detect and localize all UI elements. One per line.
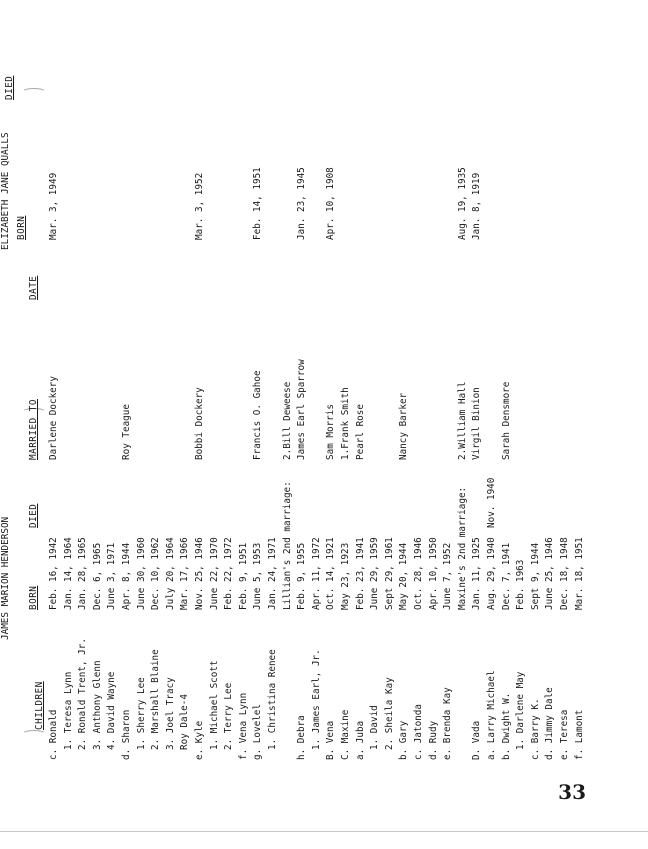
header-died: DIED xyxy=(28,503,39,528)
row-name: f. Vena Lynn xyxy=(237,692,249,760)
row-name: 2. Sheila Kay xyxy=(383,677,395,750)
header-born: BORN xyxy=(28,585,39,610)
row-died: Nov. 1940 xyxy=(486,477,497,528)
header-died-2: DIED xyxy=(4,75,15,100)
table-row xyxy=(515,40,529,760)
row-name: B. Vena xyxy=(325,720,337,760)
table-row xyxy=(296,40,310,760)
row-name: b. Dwight W. xyxy=(500,692,512,760)
row-married-to: Roy Teague xyxy=(121,404,132,460)
row-name: 4. David Wayne xyxy=(106,671,118,750)
row-name: e. Teresa xyxy=(559,709,570,760)
row-name: d. Jimmy Dale xyxy=(544,687,556,760)
row-married-to: 2.Bill Deweese xyxy=(281,381,293,460)
row-name: e. Brenda Kay xyxy=(442,687,454,760)
row-spouse-born: Apr. 10, 1908 xyxy=(325,167,337,240)
row-married-to: Nancy Barker xyxy=(398,392,410,460)
row-married-to: Sarah Densmore xyxy=(500,381,512,460)
row-married-to: Virgil Binion xyxy=(471,387,483,460)
row-born: June 25, 1946 xyxy=(544,537,556,610)
table-row xyxy=(77,40,91,760)
table-row xyxy=(136,40,150,760)
row-name: 1. Sherry Lee xyxy=(135,677,147,750)
table-row xyxy=(150,40,164,760)
row-born: Apr. 8, 1944 xyxy=(121,542,132,610)
table-row xyxy=(165,40,179,760)
table-row xyxy=(355,40,369,760)
row-name: 2. Marshall Blaine xyxy=(150,649,162,750)
row-name: b. Gary xyxy=(398,720,410,760)
row-name: h. Debra xyxy=(296,715,308,760)
table-row xyxy=(209,40,223,760)
table-row xyxy=(63,40,77,760)
row-born: Sept 29, 1961 xyxy=(383,537,395,610)
row-born: Jan. 24, 1971 xyxy=(267,537,278,610)
row-born: Oct. 14, 1921 xyxy=(325,537,337,610)
row-name: 1. James Earl, Jr. xyxy=(310,649,322,750)
row-name: d. Sharon xyxy=(121,709,132,760)
table-row xyxy=(369,40,383,760)
row-born: Dec. 6, 1965 xyxy=(91,542,103,610)
table-row xyxy=(398,40,412,760)
row-born: Oct. 28, 1946 xyxy=(413,537,424,610)
row-born: Feb. 9, 1951 xyxy=(237,542,249,610)
table-row xyxy=(121,40,135,760)
table-rows xyxy=(48,40,608,760)
table-row xyxy=(384,40,398,760)
row-born: May 23, 1923 xyxy=(340,542,351,610)
row-name: 1. David xyxy=(369,705,381,750)
row-name: 1. Darlene May xyxy=(515,671,527,750)
row-married-to: Francis O. Gahoe xyxy=(252,370,264,460)
row-name: e. Kyle xyxy=(194,720,205,760)
row-born: Jan. 28, 1965 xyxy=(77,537,89,610)
row-name: 3. Anthony Glenn xyxy=(91,660,103,750)
table-row xyxy=(282,40,296,760)
row-name: a. Juba xyxy=(354,720,366,760)
table-row xyxy=(574,40,588,760)
row-spouse-born: Mar. 3, 1949 xyxy=(48,172,59,240)
row-married-to: 1.Frank Smith xyxy=(340,387,351,460)
header-children: CHILDREN xyxy=(34,681,45,730)
row-spouse-born: Feb. 14, 1951 xyxy=(252,167,264,240)
row-born: Dec. 18, 1948 xyxy=(559,537,570,610)
table-row xyxy=(340,40,354,760)
row-spouse-born: Aug. 19, 1935 xyxy=(456,167,468,240)
row-born: Jan. 11, 1925 xyxy=(471,537,483,610)
header-married-to: MARRIED TO xyxy=(28,399,39,460)
row-born: Maxine's 2nd marriage: xyxy=(456,486,468,610)
table-row xyxy=(530,40,544,760)
table-row xyxy=(179,40,193,760)
row-spouse-born: Mar. 3, 1952 xyxy=(194,172,205,240)
genealogy-table xyxy=(0,40,614,760)
table-row xyxy=(471,40,485,760)
row-born: Feb. 22, 1972 xyxy=(223,537,235,610)
row-born: Apr. 10, 1950 xyxy=(427,537,439,610)
row-name: C. Maxine xyxy=(340,709,351,760)
row-name: a. Larry Michael xyxy=(486,670,497,760)
row-name: D. Vada xyxy=(471,720,483,760)
row-name: g. Lovelel xyxy=(252,704,264,760)
row-name: d. Rudy xyxy=(427,720,439,760)
row-married-to: Darlene Dockery xyxy=(48,376,59,460)
row-spouse-born: Jan. 23, 1945 xyxy=(296,167,308,240)
row-name: Roy Dale-4 xyxy=(179,694,191,750)
row-born: Apr. 11, 1972 xyxy=(310,537,322,610)
row-name: c. Jatonda xyxy=(413,704,424,760)
right-title: ELIZABETH JANE QUALLS xyxy=(0,132,11,250)
page-number: 33 xyxy=(558,780,586,804)
header-born-2: BORN xyxy=(16,215,27,240)
row-born: June 29, 1959 xyxy=(369,537,381,610)
row-born: Feb. 9, 1955 xyxy=(296,542,308,610)
table-row xyxy=(48,40,62,760)
table-row xyxy=(442,40,456,760)
row-born: Dec. 7, 1941 xyxy=(500,542,512,610)
row-name: c. Barry K. xyxy=(529,698,541,760)
table-row xyxy=(559,40,573,760)
row-born: Aug. 29, 1940 xyxy=(486,537,497,610)
row-married-to: Bobbi Dockery xyxy=(194,387,205,460)
row-born: Feb. 23, 1941 xyxy=(354,537,366,610)
row-born: June 3, 1971 xyxy=(106,542,118,610)
row-born: Sept 9, 1944 xyxy=(529,542,541,610)
row-born: Feb. 16, 1942 xyxy=(48,537,59,610)
row-married-to: Sam Morris xyxy=(325,404,337,460)
row-born: Mar. 18, 1951 xyxy=(573,537,585,610)
row-born: Jan. 14, 1964 xyxy=(62,537,74,610)
table-row xyxy=(252,40,266,760)
row-born: May 20, 1944 xyxy=(398,542,410,610)
table-row xyxy=(238,40,252,760)
table-row xyxy=(413,40,427,760)
table-row xyxy=(457,40,471,760)
row-name: 1. Michael Scott xyxy=(208,660,220,750)
header-date: DATE xyxy=(28,275,39,300)
row-spouse-born: Jan. 8, 1919 xyxy=(471,172,483,240)
row-name: f. Lamont xyxy=(573,709,585,760)
row-born: Lillian's 2nd marriage: xyxy=(281,481,293,610)
table-row xyxy=(223,40,237,760)
row-name: 3. Joel Tracy xyxy=(164,677,176,750)
row-married-to: 2.William Hall xyxy=(456,381,468,460)
row-born: June 7, 1952 xyxy=(442,542,454,610)
table-row xyxy=(486,40,500,760)
row-name: 1. Teresa Lynn xyxy=(62,671,74,750)
row-born: Feb. 1963 xyxy=(515,559,527,610)
row-born: June 30, 1960 xyxy=(135,537,147,610)
row-born: July 20, 1964 xyxy=(164,537,176,610)
bottom-rule xyxy=(0,831,648,832)
row-name: 1. Christina Renee xyxy=(267,649,278,750)
table-row xyxy=(267,40,281,760)
table-row xyxy=(325,40,339,760)
table-row xyxy=(92,40,106,760)
row-born: Mar. 17, 1966 xyxy=(179,537,191,610)
table-row xyxy=(428,40,442,760)
table-row xyxy=(194,40,208,760)
row-born: Dec. 10, 1962 xyxy=(150,537,162,610)
row-born: June 22, 1970 xyxy=(208,537,220,610)
row-name: 2. Ronald Trent, Jr. xyxy=(77,638,89,750)
row-born: Nov. 25, 1946 xyxy=(194,537,205,610)
row-married-to: James Earl Sparrow xyxy=(296,359,308,460)
row-name: 2. Terry Lee xyxy=(223,682,235,750)
left-title: JAMES MARION HENDERSON xyxy=(0,516,11,640)
row-name: c. Ronald xyxy=(48,709,59,760)
table-row xyxy=(501,40,515,760)
row-married-to: Pearl Rose xyxy=(354,404,366,460)
table-row xyxy=(106,40,120,760)
table-row xyxy=(311,40,325,760)
table-row xyxy=(544,40,558,760)
row-born: June 5, 1953 xyxy=(252,542,264,610)
